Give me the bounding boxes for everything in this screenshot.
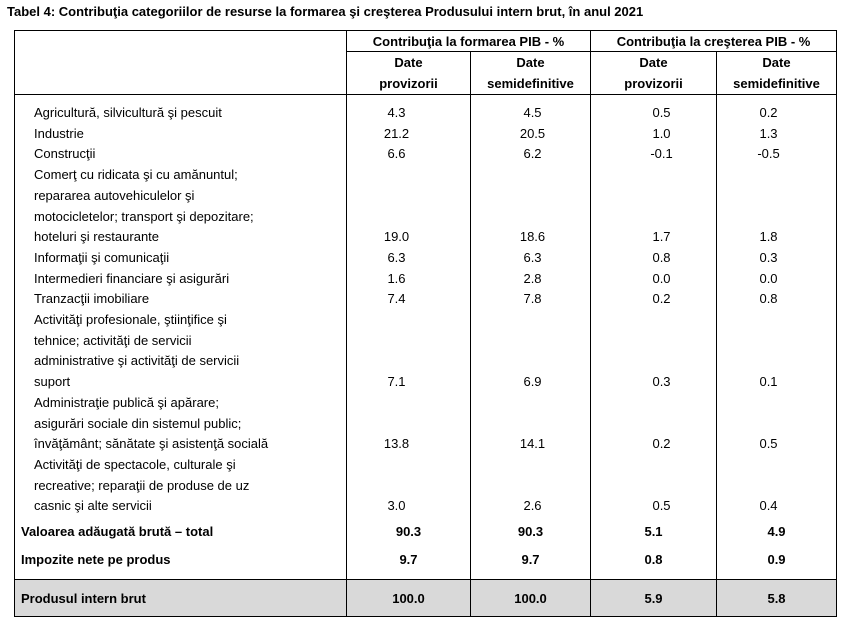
value-spacer	[347, 393, 470, 414]
row-value: 7.4	[387, 291, 406, 307]
value-spacer	[347, 331, 470, 352]
total-label: Valoarea adăugată brută – total	[21, 523, 214, 539]
row-label-line: recreative; reparaţii de produse de uz	[34, 477, 250, 493]
row-label-line: asigurări sociale din sistemul public;	[34, 415, 242, 431]
total-value: 90.3	[471, 517, 591, 545]
row-value: 3.0	[387, 498, 406, 514]
row-value: 6.3	[387, 249, 406, 265]
value-spacer	[591, 331, 716, 352]
body-block	[15, 95, 837, 518]
header-sub-line1: Date	[394, 55, 423, 70]
value-spacer	[471, 351, 590, 372]
row-label-line: casnic şi alte servicii	[34, 498, 152, 514]
header-sub-line2: semidefinitive	[487, 76, 574, 91]
gdp-value: 5.8	[717, 580, 837, 617]
row-value: 0.2	[652, 436, 671, 451]
value-spacer	[591, 186, 716, 207]
gdp-label: Produsul intern brut	[15, 580, 347, 617]
row-label-line: Agricultură, silvicultură şi pescuit	[34, 105, 222, 120]
value-spacer	[717, 165, 836, 186]
value-spacer	[347, 206, 470, 227]
row-label-line: motocicletelor; transport şi depozitare;	[34, 208, 254, 224]
row-labels-column	[15, 95, 347, 518]
row-label-line: Intermedieri financiare şi asigurări	[34, 270, 230, 286]
value-spacer	[471, 165, 590, 186]
row-value: 0.3	[652, 373, 671, 389]
value-spacer	[471, 455, 590, 476]
values-column	[717, 95, 837, 518]
row-value: 7.8	[523, 291, 542, 307]
row-label-line: Administraţie publică şi apărare;	[34, 394, 219, 410]
row-value: 1.0	[652, 125, 671, 141]
value-spacer	[717, 331, 836, 352]
row-value: 0.8	[652, 249, 671, 265]
value-spacer	[717, 351, 836, 372]
header-group-growth: Contribuţia la creşterea PIB - %	[591, 31, 837, 52]
gdp-contribution-table	[14, 30, 837, 617]
values-column	[471, 95, 591, 518]
row-value: 4.3	[387, 105, 406, 120]
value-spacer	[717, 413, 836, 434]
header-sub-cell	[471, 52, 591, 95]
taxes-value: 0.8	[591, 545, 717, 573]
value-spacer	[347, 455, 470, 476]
row-value: 7.1	[387, 373, 406, 389]
value-spacer	[347, 413, 470, 434]
header-sub-line2: semidefinitive	[733, 76, 820, 91]
row-value: 2.8	[523, 270, 542, 286]
row-value: 6.6	[387, 146, 406, 162]
row-value: 20.5	[519, 125, 546, 141]
value-spacer	[471, 186, 590, 207]
header-sub-line2: provizorii	[379, 76, 438, 91]
header-sub-cell	[591, 52, 717, 95]
header-sub-cell	[347, 52, 471, 95]
value-spacer	[347, 310, 470, 331]
total-value: 5.1	[591, 517, 717, 545]
row-value: 21.2	[383, 125, 410, 141]
gdp-value: 100.0	[471, 580, 591, 617]
row-value: 1.7	[652, 229, 671, 245]
row-value: 0.4	[759, 498, 778, 514]
row-value: 0.5	[759, 436, 778, 451]
row-value: 14.1	[519, 436, 546, 451]
total-row	[15, 517, 837, 545]
value-spacer	[591, 165, 716, 186]
value-spacer	[471, 310, 590, 331]
row-label-line: Tranzacţii imobiliare	[34, 291, 150, 307]
row-value: 6.9	[523, 373, 542, 389]
header-sub-cell	[717, 52, 837, 95]
value-spacer	[471, 475, 590, 496]
row-value: 1.8	[759, 229, 778, 245]
row-label-line: Construcţii	[34, 146, 96, 162]
taxes-value: 9.7	[471, 545, 591, 573]
row-value: -0.1	[650, 146, 673, 162]
taxes-value: 9.7	[347, 545, 471, 573]
value-spacer	[347, 186, 470, 207]
row-label-line: Industrie	[34, 125, 84, 141]
row-value: 0.3	[759, 249, 778, 265]
table-title: Tabel 4: Contribuţia categoriilor de resurse la formarea şi creşterea Produsului intern brut, în anul 2021	[7, 4, 644, 19]
row-value: 18.6	[519, 229, 546, 245]
value-spacer	[717, 310, 836, 331]
row-label-line: tehnice; activităţi de servicii	[34, 332, 192, 348]
value-spacer	[591, 310, 716, 331]
header-empty-cell	[15, 31, 347, 95]
taxes-value: 0.9	[717, 545, 837, 573]
value-spacer	[717, 455, 836, 476]
row-value: 0.2	[759, 105, 778, 120]
row-value: 1.3	[759, 125, 778, 141]
row-value: 1.6	[387, 270, 406, 286]
row-value: 13.8	[383, 436, 410, 451]
row-value: 19.0	[383, 229, 410, 245]
value-spacer	[591, 413, 716, 434]
taxes-label: Impozite nete pe produs	[21, 551, 171, 567]
value-spacer	[717, 206, 836, 227]
row-label-line: Comerţ cu ridicata şi cu amănuntul;	[34, 167, 238, 183]
row-value: 4.5	[523, 105, 542, 120]
header-sub-line1: Date	[762, 55, 791, 70]
row-label-line: suport	[34, 374, 71, 390]
row-label-line: hoteluri şi restaurante	[34, 229, 160, 245]
row-label-line: Activităţi de spectacole, culturale şi	[34, 456, 236, 472]
header-group-formation: Contribuţia la formarea PIB - %	[347, 31, 591, 52]
value-spacer	[471, 331, 590, 352]
value-spacer	[471, 393, 590, 414]
row-value: 6.3	[523, 249, 542, 265]
value-spacer	[471, 413, 590, 434]
row-value: 0.2	[652, 291, 671, 307]
value-spacer	[717, 393, 836, 414]
row-value: 0.0	[652, 270, 671, 286]
value-spacer	[591, 206, 716, 227]
total-value: 90.3	[347, 517, 471, 545]
row-value: -0.5	[757, 146, 780, 162]
row-value: 2.6	[523, 498, 542, 514]
header-sub-line2: provizorii	[624, 76, 683, 91]
row-label-line: Informaţii şi comunicaţii	[34, 249, 170, 265]
row-label-line: Activităţi profesionale, ştiinţifice şi	[34, 312, 227, 328]
values-column	[591, 95, 717, 518]
total-value: 4.9	[717, 517, 837, 545]
value-spacer	[591, 475, 716, 496]
row-value: 0.5	[652, 498, 671, 514]
value-spacer	[717, 186, 836, 207]
row-value: 0.5	[652, 105, 671, 120]
gdp-value: 5.9	[591, 580, 717, 617]
value-spacer	[591, 351, 716, 372]
row-label-line: administrative şi activităţi de servicii	[34, 353, 240, 369]
values-column	[347, 95, 471, 518]
value-spacer	[591, 393, 716, 414]
header-row-groups	[15, 31, 837, 52]
value-spacer	[347, 351, 470, 372]
gdp-value: 100.0	[347, 580, 471, 617]
row-value: 6.2	[523, 146, 542, 162]
gdp-row	[15, 580, 837, 617]
header-sub-line1: Date	[516, 55, 545, 70]
row-label-line: repararea autovehiculelor şi	[34, 187, 195, 203]
row-label-line: învăţământ; sănătate şi asistenţă socială	[34, 436, 269, 452]
row-value: 0.8	[759, 291, 778, 307]
row-value: 0.0	[759, 270, 778, 286]
value-spacer	[347, 475, 470, 496]
value-spacer	[591, 455, 716, 476]
value-spacer	[717, 475, 836, 496]
value-spacer	[471, 206, 590, 227]
value-spacer	[347, 165, 470, 186]
taxes-row	[15, 545, 837, 573]
row-value: 0.1	[759, 373, 778, 389]
header-sub-line1: Date	[639, 55, 668, 70]
